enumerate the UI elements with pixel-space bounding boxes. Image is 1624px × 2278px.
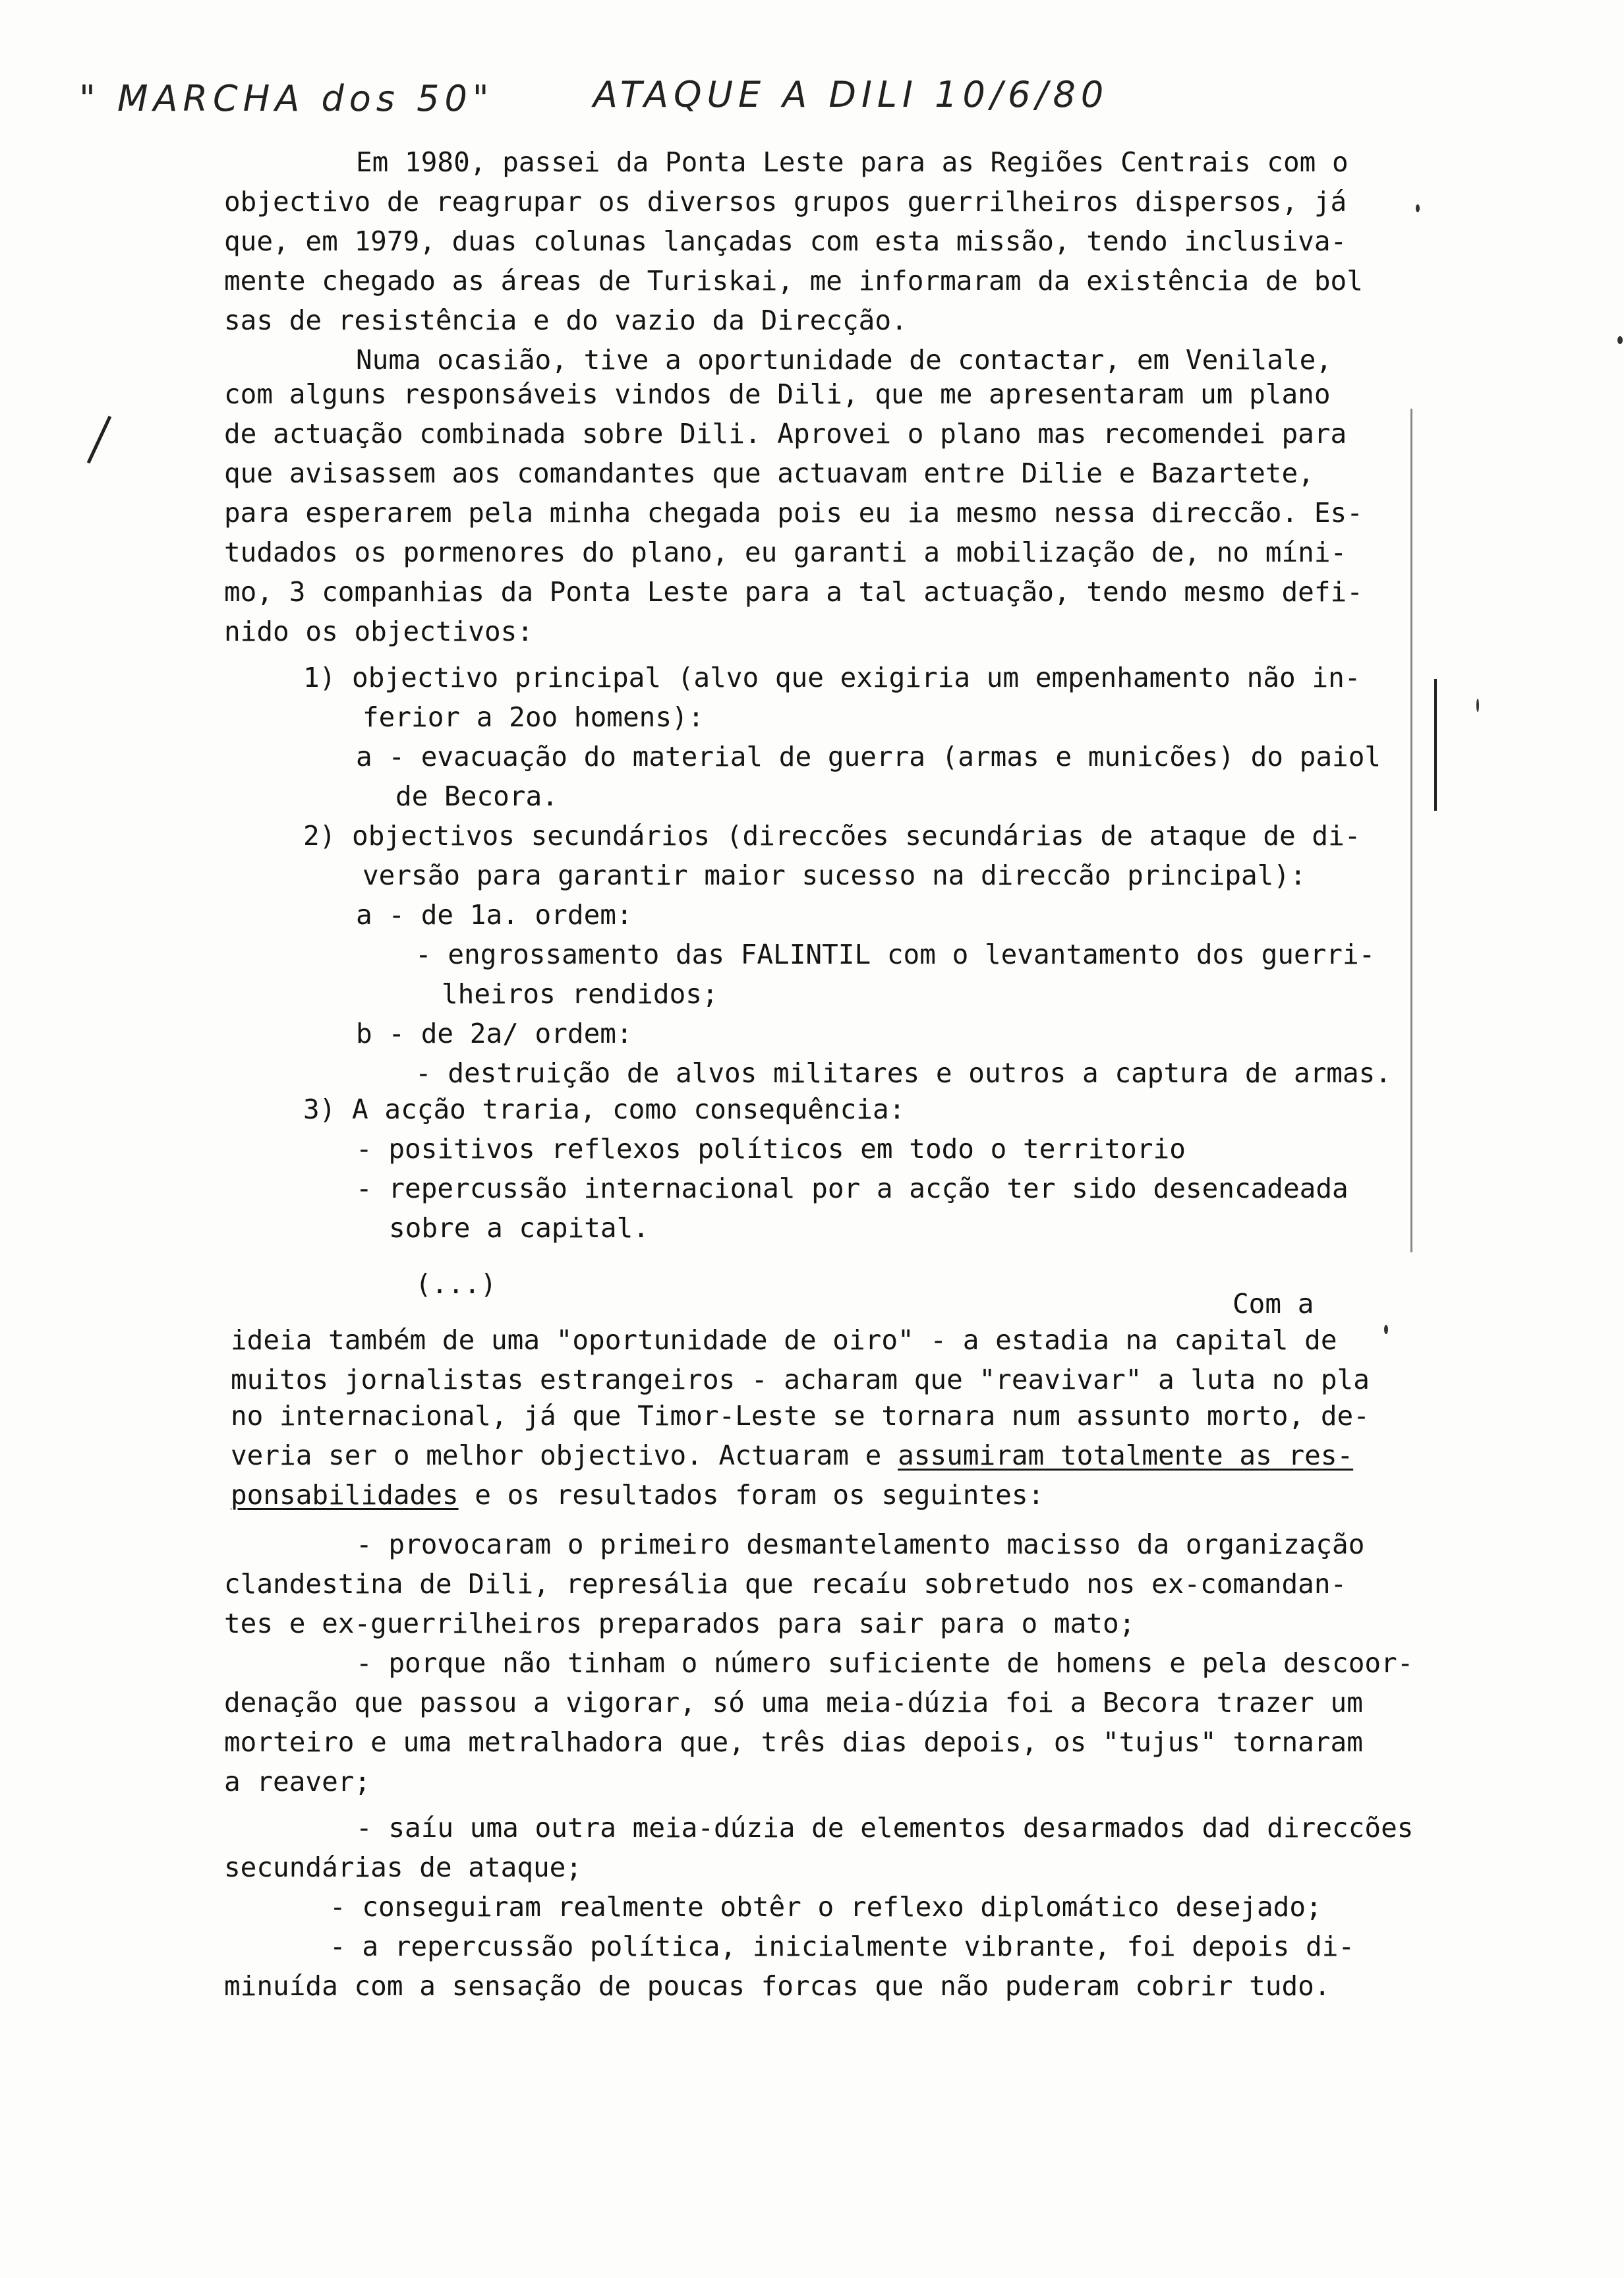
result-item: a reaver; xyxy=(224,1766,371,1797)
paragraph-line: com alguns responsáveis vindos de Dili, que me apresentaram um plano xyxy=(224,378,1331,410)
result-item: morteiro e uma metralhadora que, três dias depois, os "tujus" tornaram xyxy=(224,1726,1363,1758)
text-segment: veria ser o melhor objectivo. Actuaram e xyxy=(231,1440,882,1471)
underlined-text: ponsabilidades xyxy=(231,1479,459,1511)
scan-speck xyxy=(1384,1325,1388,1334)
list-item: 3) A acção traria, como consequência: xyxy=(303,1094,906,1125)
list-item: - positivos reflexos políticos em todo o territorio xyxy=(356,1133,1186,1165)
handwritten-title-right: ATAQUE A DILI 10/6/80 xyxy=(593,74,1109,115)
underlined-text: assumiram totalmente as res- xyxy=(898,1440,1354,1471)
result-item: - a repercussão política, inicialmente vibrante, foi depois di- xyxy=(330,1931,1355,1962)
result-item: - saíu uma outra meia-dúzia de elementos desarmados dad direccões xyxy=(356,1812,1414,1844)
paragraph-line: tudados os pormenores do plano, eu garanti a mobilização de, no míni- xyxy=(224,537,1347,568)
result-item: tes e ex-guerrilheiros preparados para sair para o mato; xyxy=(224,1608,1136,1639)
list-item: ferior a 2oo homens): xyxy=(362,701,705,733)
paragraph-line: ideia também de uma "oportunidade de oiro" - a estadia na capital de xyxy=(231,1324,1337,1356)
paragraph-line: sas de resistência e do vazio da Direcção. xyxy=(224,305,908,336)
paragraph-line: Numa ocasião, tive a oportunidade de contactar, em Venilale, xyxy=(356,344,1333,376)
list-item: b - de 2a/ ordem: xyxy=(356,1018,633,1049)
scan-speck xyxy=(1416,204,1420,212)
handwritten-title-left: " MARCHA dos 50" xyxy=(79,78,494,119)
margin-slash-mark xyxy=(87,416,111,464)
result-item: denação que passou a vigorar, só uma meia-dúzia foi a Becora trazer um xyxy=(224,1687,1363,1718)
list-item: de Becora. xyxy=(395,780,558,812)
scan-speck xyxy=(1476,699,1479,712)
paragraph-line: de actuação combinada sobre Dili. Aprovei o plano mas recomendei para xyxy=(224,418,1347,450)
paragraph-line: muitos jornalistas estrangeiros - acharam que "reavivar" a luta no pla xyxy=(231,1364,1370,1395)
paragraph-line: Em 1980, passei da Ponta Leste para as Regiões Centrais com o xyxy=(356,146,1348,178)
list-item: sobre a capital. xyxy=(389,1212,649,1244)
paragraph-line: mo, 3 companhias da Ponta Leste para a tal actuação, tendo mesmo defi- xyxy=(224,576,1363,608)
list-item: - destruição de alvos militares e outros a captura de armas. xyxy=(415,1057,1392,1089)
result-item: - provocaram o primeiro desmantelamento macisso da organização xyxy=(356,1529,1365,1560)
result-item: - conseguiram realmente obtêr o reflexo diplomático desejado; xyxy=(330,1891,1322,1923)
paragraph-line: objectivo de reagrupar os diversos grupos guerrilheiros dispersos, já xyxy=(224,186,1347,218)
margin-vertical-bar xyxy=(1434,679,1437,811)
list-item: 1) objectivo principal (alvo que exigiria um empenhamento não in- xyxy=(303,662,1361,693)
result-item: - porque não tinham o número suficiente de homens e pela descoor- xyxy=(356,1647,1414,1679)
paragraph-line: nido os objectivos: xyxy=(224,616,533,647)
paragraph-line: no internacional, já que Timor-Leste se tornara num assunto morto, de- xyxy=(231,1400,1370,1432)
result-item: secundárias de ataque; xyxy=(224,1852,583,1883)
list-item: versão para garantir maior sucesso na direccão principal): xyxy=(362,860,1306,891)
list-item: a - evacuação do material de guerra (armas e municões) do paiol xyxy=(356,741,1381,773)
result-item: minuída com a sensação de poucas forcas que não puderam cobrir tudo. xyxy=(224,1970,1331,2002)
paragraph-line xyxy=(231,1437,1353,1474)
scan-speck xyxy=(1617,336,1623,344)
paragraph-line: para esperarem pela minha chegada pois eu ia mesmo nessa direccão. Es- xyxy=(224,497,1363,529)
list-item: - repercussão internacional por a acção ter sido desencadeada xyxy=(356,1173,1348,1204)
list-item: a - de 1a. ordem: xyxy=(356,899,633,931)
margin-scan-edge xyxy=(1410,409,1412,1252)
paragraph-line: mente chegado as áreas de Turiskai, me informaram da existência de bol xyxy=(224,265,1363,297)
paragraph-line: Com a xyxy=(1232,1288,1314,1320)
list-item: lheiros rendidos; xyxy=(442,978,718,1010)
paragraph-line: que, em 1979, duas colunas lançadas com esta missão, tendo inclusiva- xyxy=(224,225,1347,257)
text-segment: e os resultados foram os seguintes: xyxy=(475,1479,1045,1511)
paragraph-line xyxy=(231,1476,1044,1513)
result-item: clandestina de Dili, represália que recaíu sobretudo nos ex-comandan- xyxy=(224,1568,1347,1600)
paragraph-line: que avisassem aos comandantes que actuavam entre Dilie e Bazartete, xyxy=(224,457,1314,489)
list-item: 2) objectivos secundários (direccões secundárias de ataque de di- xyxy=(303,820,1361,852)
ellipsis-marker: (...) xyxy=(415,1268,497,1300)
list-item: - engrossamento das FALINTIL com o levantamento dos guerri- xyxy=(415,939,1376,970)
